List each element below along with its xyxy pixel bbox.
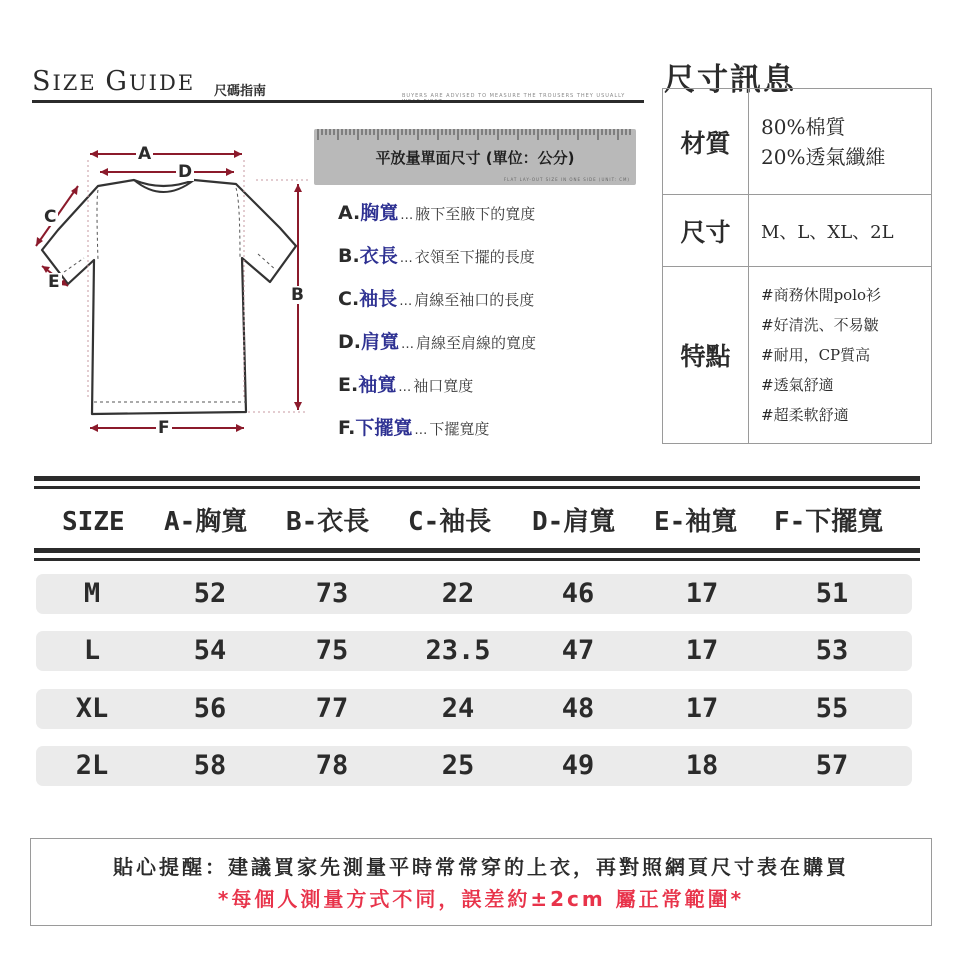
size-info-panel [662, 88, 932, 444]
definition-item [338, 198, 638, 241]
shoulder-cell: 47 [561, 635, 595, 666]
header-body-length: B-衣長 [286, 507, 370, 537]
definition-desc: 袖口寬度 [413, 377, 474, 395]
definition-desc: 腋下至腋下的寬度 [415, 205, 536, 223]
definition-dots: … [401, 337, 415, 352]
header-sleeve-length: C-袖長 [408, 507, 492, 537]
definition-term-text: 下擺寬 [355, 417, 413, 439]
chest-cell: 54 [193, 635, 227, 666]
size-cell: M [83, 578, 101, 609]
definition-term [338, 241, 398, 268]
dimension-label-b: B [291, 285, 304, 305]
header-hem-width: F-下擺寬 [774, 507, 884, 537]
definition-desc: 肩線至袖口的長度 [414, 291, 535, 309]
definition-term-text: 衣長 [359, 245, 398, 267]
material-value: 80%棉質 [761, 114, 846, 139]
shoulder-cell: 48 [561, 693, 595, 724]
definition-letter: A. [338, 202, 361, 224]
table-row [36, 746, 912, 786]
definition-desc: 下擺寬度 [429, 420, 490, 438]
header-chest-width: A-胸寬 [164, 507, 248, 537]
size-guide-header [32, 66, 644, 106]
definition-letter: C. [338, 288, 360, 310]
length-cell: 73 [315, 578, 349, 609]
ruler-caption: FLAT LAY-OUT SIZE IN ONE SIDE (UNIT: CM) [503, 177, 630, 182]
definition-term [338, 370, 396, 397]
sleeve-width-cell: 18 [685, 750, 719, 781]
hem-cell: 57 [815, 750, 849, 781]
reminder-text: 貼心提醒：建議買家先測量平時常常穿的上衣，再對照網頁尺寸表在購買 [113, 855, 849, 879]
size-guide-subtitle: 尺碼指南 [214, 84, 267, 99]
ruler-title: 平放量單面尺寸 (單位：公分) [375, 149, 575, 167]
feature-tag: #透氣舒適 [761, 376, 834, 394]
material-value: 20%透氣纖維 [761, 144, 886, 169]
header-shoulder-width: D-肩寬 [532, 507, 616, 537]
size-key: 尺寸 [663, 195, 749, 266]
features-key: 特點 [663, 267, 749, 443]
hem-cell: 51 [815, 578, 849, 609]
header-divider [32, 100, 644, 103]
definition-desc: 肩線至肩線的寬度 [416, 334, 537, 352]
definition-dots: … [400, 208, 414, 223]
title-letter-g: G [105, 66, 129, 97]
feature-tag: #好清洗、不易皺 [761, 316, 879, 334]
sleeve-length-cell: 23.5 [425, 635, 491, 666]
dimension-label-d: D [178, 162, 193, 182]
length-cell: 75 [315, 635, 349, 666]
sleeve-length-cell: 22 [441, 578, 475, 609]
definition-item [338, 241, 638, 284]
header-sleeve-width: E-袖寬 [654, 507, 738, 537]
sleeve-width-cell: 17 [685, 635, 719, 666]
definition-term-text: 袖長 [359, 288, 398, 310]
material-row [663, 89, 931, 195]
ruler-ticks-icon [314, 129, 636, 141]
definition-term [338, 198, 398, 225]
table-row [36, 631, 912, 671]
chest-cell: 52 [193, 578, 227, 609]
feature-tags [749, 267, 931, 443]
feature-tag: #商務休閒polo衫 [761, 286, 882, 304]
definition-dots: … [414, 423, 428, 438]
size-guide-title [32, 66, 195, 97]
definition-letter: D. [338, 331, 361, 353]
feature-tag: #耐用，CP質高 [761, 346, 871, 364]
tshirt-outline-icon [28, 140, 318, 440]
size-values [749, 195, 931, 266]
definition-term [338, 327, 399, 354]
definition-desc: 衣領至下擺的長度 [414, 248, 535, 266]
table-top-rule [34, 476, 920, 489]
definition-item [338, 327, 638, 370]
sleeve-length-cell: 24 [441, 693, 475, 724]
size-list: M、L、XL、2L [761, 221, 894, 243]
measurement-ruler-banner [314, 129, 636, 185]
feature-tag: #超柔軟舒適 [761, 406, 849, 424]
dimension-label-a: A [138, 144, 152, 164]
table-row [36, 689, 912, 729]
chest-cell: 58 [193, 750, 227, 781]
length-cell: 77 [315, 693, 349, 724]
definition-dots: … [399, 251, 413, 266]
definition-letter: B. [338, 245, 360, 267]
dimension-label-f: F [158, 418, 170, 438]
definition-term [338, 284, 397, 311]
definition-term [338, 413, 412, 440]
material-values [749, 89, 931, 194]
definition-dots: … [398, 380, 412, 395]
definition-item [338, 370, 638, 413]
sleeve-width-cell: 17 [685, 693, 719, 724]
measurement-definitions [338, 198, 638, 456]
definition-item [338, 413, 638, 456]
definition-dots: … [399, 294, 413, 309]
title-part-ize: IZE [52, 71, 106, 95]
measure-advice-note: BUYERS ARE ADVISED TO MEASURE THE TROUSERS THEY USUALLY [402, 93, 626, 99]
shoulder-cell: 49 [561, 750, 595, 781]
header-size: SIZE [62, 507, 125, 537]
hem-cell: 53 [815, 635, 849, 666]
definition-item [338, 284, 638, 327]
features-row [663, 267, 931, 443]
title-letter-s: S [32, 66, 53, 97]
table-row [36, 574, 912, 614]
sleeve-width-cell: 17 [685, 578, 719, 609]
dimension-label-c: C [44, 207, 57, 227]
table-header-rule [34, 548, 920, 561]
chest-cell: 56 [193, 693, 227, 724]
hem-cell: 55 [815, 693, 849, 724]
reminder-box [30, 838, 932, 926]
definition-letter: F. [338, 417, 356, 439]
tshirt-measurement-diagram [28, 140, 318, 440]
dimension-label-e: E [48, 272, 60, 292]
size-table-header [34, 499, 920, 545]
tolerance-note: *每個人測量方式不同，誤差約±2cm 屬正常範圍* [217, 887, 745, 911]
size-cell: L [83, 635, 101, 666]
size-row [663, 195, 931, 267]
size-cell: XL [75, 693, 109, 724]
definition-term-text: 袖寬 [358, 374, 397, 396]
material-key: 材質 [663, 89, 749, 194]
definition-term-text: 胸寬 [360, 202, 399, 224]
title-part-uide: UIDE [128, 71, 196, 95]
definition-term-text: 肩寬 [361, 331, 400, 353]
length-cell: 78 [315, 750, 349, 781]
shoulder-cell: 46 [561, 578, 595, 609]
size-cell: 2L [75, 750, 109, 781]
definition-letter: E. [338, 374, 359, 396]
sleeve-length-cell: 25 [441, 750, 475, 781]
size-info-title: 尺寸訊息 [664, 62, 796, 98]
